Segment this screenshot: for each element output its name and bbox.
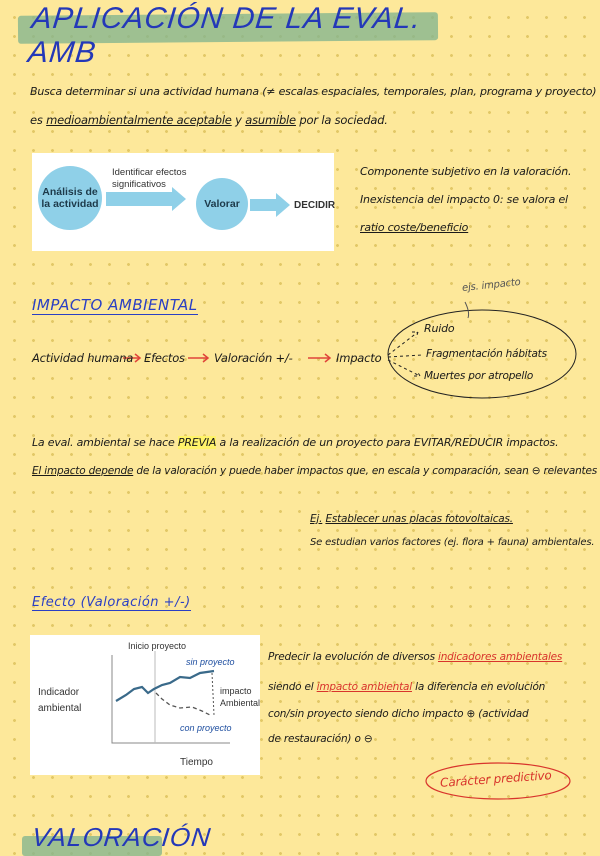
flow-valoracion: Valoración +/- (214, 351, 293, 365)
flow-arrow-3 (308, 354, 330, 362)
flow-actividad: Actividad humana (32, 351, 134, 365)
depende-line (32, 461, 597, 481)
example-label: Ej. (310, 513, 323, 525)
branch-arrow-fragmentacion (388, 355, 422, 357)
example-fragmentacion: Fragmentación hábitats (426, 348, 547, 360)
chart-sin-label: sin proyecto (186, 657, 235, 667)
efecto-text-1a: Predecir la evolución de diversos (268, 651, 435, 663)
identify-label: Identificar efectos significativos (112, 167, 187, 190)
efecto-text-2a: siendo el (268, 681, 314, 693)
note-line-3: ratio coste/beneficio (360, 221, 469, 234)
example-ruido: Ruido (424, 322, 455, 335)
efecto-red-2: impacto ambiental (316, 681, 412, 693)
chart-impacto-label: impacto Ambiental (220, 686, 261, 708)
efecto-text-2 (268, 677, 545, 697)
process-diagram (32, 153, 334, 251)
impacto-bracket (212, 673, 214, 715)
efecto-text-1 (268, 647, 562, 667)
note-line-1: Componente subjetivo en la valoración. (360, 165, 572, 178)
annotation-arrow (465, 302, 469, 318)
sin-proyecto-line (116, 671, 214, 701)
example-line-1: Establecer unas placas fotovoltaicas. (325, 513, 513, 525)
depende-underlined: El impacto depende (32, 465, 134, 477)
page-title: APLICACIÓN DE LA EVAL. AMB (26, 2, 423, 69)
decidir-arrow (250, 199, 276, 211)
previa-post: a la realización de un proyecto para EVITAR/REDUCIR impactos. (219, 436, 559, 449)
efecto-red-1: indicadores ambientales (438, 651, 563, 663)
valorar-circle (196, 178, 248, 230)
efecto-text-3: con/sin proyecto siendo dicho impacto ⊕ (actividad (268, 708, 529, 720)
valoracion-heading: VALORACIÓN (30, 822, 213, 852)
ejs-impacto-note: ejs. impacto (461, 276, 522, 295)
efecto-text-4: de restauración) o ⊖ (268, 733, 373, 745)
chart-con-label: con proyecto (180, 723, 232, 733)
predictivo-label: Carácter predictivo (439, 768, 552, 790)
note-line-2: Inexistencia del impacto 0: se valora el (360, 193, 568, 206)
intro-underlined-2: asumible (245, 113, 296, 127)
previa-line (32, 433, 558, 453)
chart-indicator-label: Indicador ambiental (38, 687, 82, 714)
intro-post: por la sociedad. (299, 113, 388, 127)
decidir-label: DECIDIR (294, 200, 336, 211)
analysis-circle (38, 166, 102, 230)
valorar-label: Valorar (204, 198, 240, 210)
intro-line-2 (30, 110, 388, 130)
intro-mid: y (235, 113, 242, 127)
chart-tiempo-label: Tiempo (180, 757, 213, 768)
flow-efectos: Efectos (144, 351, 185, 365)
efecto-text-2b: la diferencia en evolución (415, 681, 546, 693)
flow-impacto: Impacto (336, 351, 382, 365)
efecto-heading: Efecto (Valoración +/-) (32, 595, 191, 610)
decidir-arrow-tip (276, 193, 290, 217)
intro-line-1: Busca determinar si una actividad humana (≠ escalas espaciales, temporales, plan, programa y proyecto) (30, 85, 597, 98)
example-line-2: Se estudian varios factores (ej. flora + fauna) ambientales. (310, 537, 595, 548)
example-muertes: Muertes por atropello (424, 370, 534, 382)
intro-underlined-1: medioambientalmente aceptable (46, 113, 232, 127)
impacto-heading: IMPACTO AMBIENTAL (32, 296, 198, 314)
con-proyecto-line (156, 693, 210, 715)
depende-post: de la valoración y puede haber impactos que, en escala y comparación, sean ⊖ relevantes (136, 465, 597, 477)
efecto-chart (30, 635, 260, 775)
previa-pre: La eval. ambiental se hace (32, 436, 175, 449)
identify-arrow (106, 192, 172, 206)
example-block (310, 513, 513, 525)
analysis-label: Análisis de la actividad (41, 186, 99, 210)
chart-inicio-label: Inicio proyecto (128, 641, 187, 651)
flow-arrow-2 (188, 354, 208, 362)
branch-arrow-ruido (388, 332, 418, 355)
previa-highlight: PREVIA (177, 436, 217, 449)
intro-pre: es (30, 113, 43, 127)
